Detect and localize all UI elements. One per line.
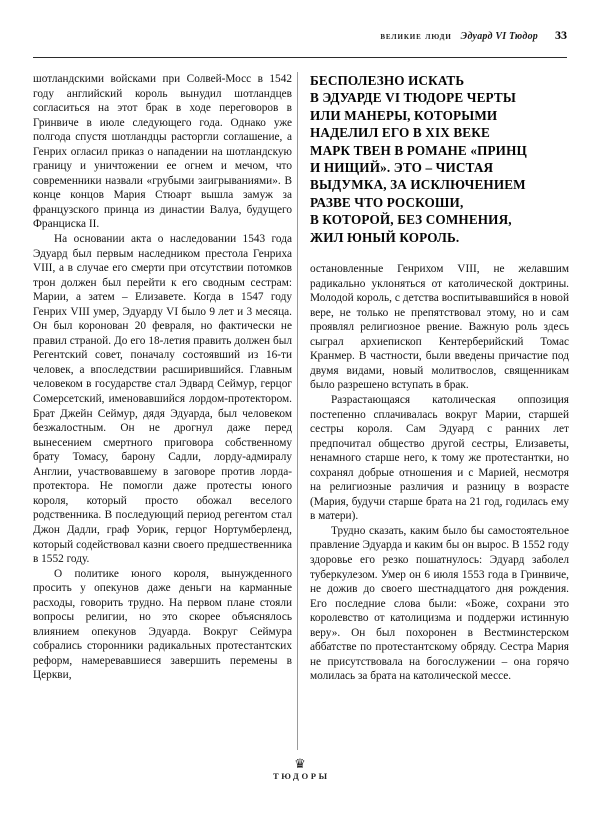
paragraph: На основании акта о наследовании 1543 года Эдуард был первым наследником престола Генриха VIII, а в случае его смерти при отсутствии потомков трон должен был перейти к его сводным сестрам: Марии, а затем – Елизавете. Когда в 1547 году Генрих VIII умер, Эдуарду VI было 9 лет и 3 месяца. Он был коронован 20 февраля, но фактически не правил страной. До его 18-летия править должен был Регентский совет, поначалу состоявший из 16-ти человек, а впоследствии расширившийся. Главным человеком в государстве стал Эдвард Сеймур, герцог Сомерсетский, именовавшийся лордом-протектором. Брат Джейн Сеймур, дядя Эдуарда, был человеком безжалостным. Он не дрогнул даже перед вынесением смертного приговора собственному брату Томасу, барону Садли, лорду-адмиралу Англии, участвовавшему в заговоре против лорда-протектора. Не помогли даже протесты юного короля, который просто обожал веселого родственника. В последующий период регентом стал Джон Дадли, граф Уорик, герцог Нортумберленд, который содействовал казни своего предшественника в 1552 году. (33, 233, 292, 566)
footer-series-label: ТЮДОРЫ (272, 771, 330, 781)
epigraph-line: В ЭДУАРДЕ VI ТЮДОРЕ ЧЕРТЫ (310, 90, 516, 106)
left-text-column (33, 72, 292, 683)
paragraph: Разрастающаяся католическая оппозиция постепенно сплачивалась вокруг Марии, старшей сестры короля. Сам Эдуард с ранних лет предпочитал общество другой сестры, Елизаветы, ненамного старше него, к тому же протестантки, но сохранял добрые отношения и с Марией, несмотря на религиозные различия и разницу в возрасте (Мария, будучи старше брата на 21 год, годилась ему в матери). (310, 393, 569, 523)
paragraph: шотландскими войсками при Солвей-Мосс в 1542 году английский король вынудил шотландцев согласиться на этот брак в ходе переговоров в Гринвиче в июле следующего года. Однако уже полгода спустя шотландцы расторгли соглашение, а Генрих огласил приказ о нападении на шотландскую границу и уничтожении ее огнем и мечом, что современники назвали «грубыми заигрываниями». В конце концов Мария Стюарт вышла замуж за французского принца из династии Валуа, будущего Франциска II. (33, 73, 292, 231)
running-head (33, 28, 567, 48)
epigraph-line: НАДЕЛИЛ ЕГО В XIX ВЕКЕ (310, 125, 490, 141)
epigraph-line: БЕСПОЛЕЗНО ИСКАТЬ (310, 73, 465, 88)
crown-icon: ♛ (294, 756, 306, 771)
epigraph (310, 72, 569, 246)
epigraph-line: В КОТОРОЙ, БЕЗ СОМНЕНИЯ, (310, 212, 512, 228)
column-divider (297, 72, 298, 750)
epigraph-line: МАРК ТВЕН В РОМАНЕ «ПРИНЦ (310, 142, 527, 158)
page-number: 33 (555, 28, 567, 42)
header-divider (33, 57, 567, 58)
paragraph: О политике юного короля, вынужденного просить у опекунов даже деньги на карманные расходы, говорить трудно. На первом плане стояли вопросы религии, но это скорее объяснялось влиянием опекунов Эдуарда. Вокруг Сеймура собрались сторонники радикальных протестантских реформ, намеревавшиеся завершить перемены в Церкви, (33, 567, 292, 682)
paragraph: Трудно сказать, каким было бы самостоятельное правление Эдуарда и каким бы он вырос. В 1552 году здоровье его резко пошатнулось: Эдуард заболел туберкулезом. Умер он 6 июля 1553 года в Гринвиче, не дожив до своего шестнадцатого дня рождения. Его последние слова были: «Боже, сохрани это королевство от католицизма и поддержи истинную веру». Он был похоронен в Вестминстерском аббатстве по протестантскому обряду. Сестра Мария не присутствовала на богослужении – она горячо молилась за брата на католической мессе. (310, 524, 569, 683)
epigraph-line: РАЗВЕ ЧТО РОСКОШИ, (310, 194, 464, 210)
running-head-article-title: Эдуард VI Тюдор (460, 31, 538, 42)
epigraph-line: ЖИЛ ЮНЫЙ КОРОЛЬ. (310, 229, 460, 245)
page-footer (0, 758, 600, 781)
epigraph-line: ВЫДУМКА, ЗА ИСКЛЮЧЕНИЕМ (310, 177, 526, 193)
paragraph: остановленные Генрихом VIII, не желавшим радикально уклоняться от католической доктрины. Молодой король, с детства воспитывавшийся в новой вере, не только не препятствовал этому, но и сам проявлял религиозное рвение. Важную роль здесь сыграл архиепископ Кентерберийский Томас Кранмер. В частности, были введены причастие под двумя видами, новый молитвослов, священникам было разрешено вступать в брак. (310, 263, 569, 392)
running-head-section: великие люди (380, 31, 452, 42)
epigraph-line: И НИЩИЙ». ЭТО – ЧИСТАЯ (310, 160, 494, 176)
epigraph-line: ИЛИ МАНЕРЫ, КОТОРЫМИ (310, 107, 498, 123)
right-text-column (310, 72, 569, 684)
